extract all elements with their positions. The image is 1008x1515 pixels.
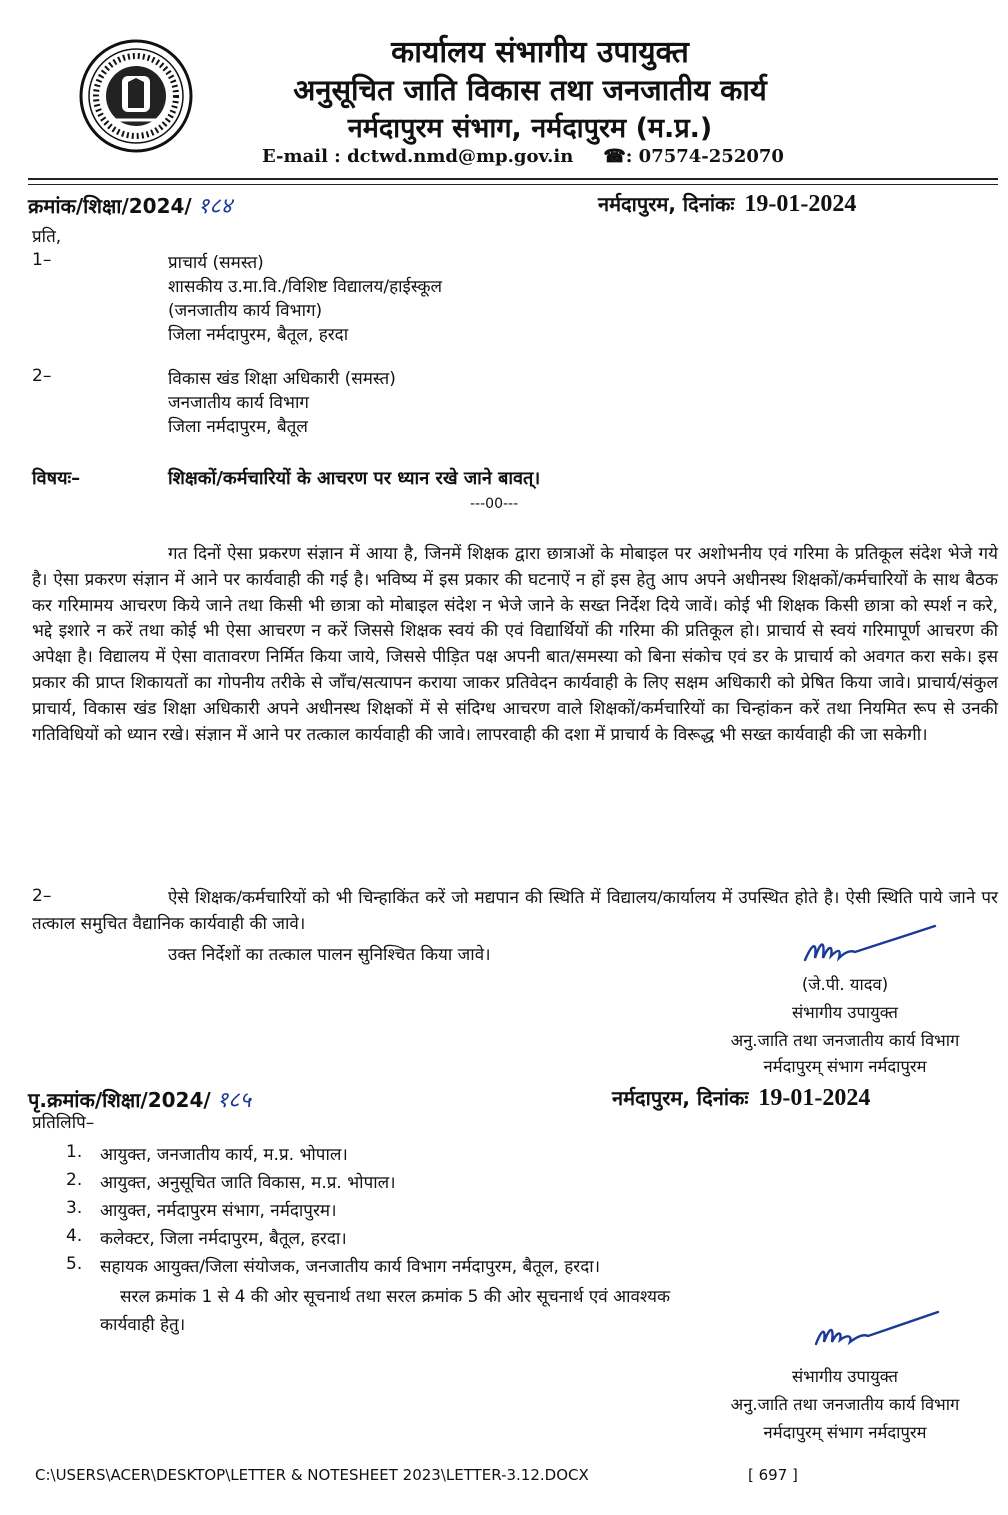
endorsement-reference-number: पृ.क्रमांक/शिक्षा/2024/ १८५ [28, 1088, 252, 1113]
copy-item-number: 4. [66, 1226, 83, 1246]
subject-text: शिक्षकों/कर्मचारियों के आचरण पर ध्यान रखे जाने बावत्। [168, 468, 541, 489]
copy-item-number: 3. [66, 1198, 83, 1218]
handwritten-ref: १८४ [197, 194, 233, 219]
signature-icon [795, 922, 945, 972]
to-label: प्रति, [32, 227, 62, 247]
recipient-line: जिला नर्मदापुरम, बैतूल [168, 417, 308, 437]
reference-number: क्रमांक/शिक्षा/2024/ १८४ [28, 194, 233, 219]
signatory-name: (जे.पी. यादव) [801, 975, 889, 994]
endorsement-signatory-designation: संभागीय उपायुक्त [792, 1367, 898, 1386]
copy-item: आयुक्त, नर्मदापुरम संभाग, नर्मदापुरम। [100, 1201, 337, 1221]
endorsement-date: 19-01-2024 [758, 1085, 871, 1111]
contact-line [262, 146, 784, 167]
copy-note: सरल क्रमांक 1 से 4 की ओर सूचनार्थ तथा सरल क्रमांक 5 की ओर सूचनार्थ एवं आवश्यक [120, 1287, 671, 1307]
signatory-department: अनु.जाति तथा जनजातीय कार्य विभाग [730, 1031, 960, 1050]
recipient-line: विकास खंड शिक्षा अधिकारी (समस्त) [168, 369, 396, 389]
copy-item-number: 5. [66, 1254, 83, 1274]
recipient-line: प्राचार्य (समस्त) [168, 253, 264, 273]
recipient-number: 2– [32, 366, 52, 386]
endorsement-place-date: नर्मदापुरम, दिनांकः 19-01-2024 [612, 1085, 871, 1111]
recipient-line: जिला नर्मदापुरम, बैतूल, हरदा [168, 325, 349, 345]
copy-item: आयुक्त, जनजातीय कार्य, म.प्र. भोपाल। [100, 1145, 348, 1165]
file-path: C:\USERS\ACER\DESKTOP\LETTER & NOTESHEET 2023\LETTER-3.12.DOCX [35, 1466, 589, 1484]
government-seal-icon [78, 38, 194, 154]
page-reference: [ 697 ] [748, 1466, 798, 1484]
letter-date: 19-01-2024 [744, 191, 857, 217]
copy-item-number: 1. [66, 1142, 83, 1162]
header-divider-thin [28, 184, 998, 185]
recipient-line: शासकीय उ.मा.वि./विशिष्ट विद्यालय/हाईस्कूल [168, 277, 443, 297]
body-paragraph-3: उक्त निर्देशों का तत्काल पालन सुनिश्चित किया जावे। [168, 945, 491, 965]
copy-note-continued: कार्यवाही हेतु। [100, 1315, 186, 1335]
department-heading: अनुसूचित जाति विकास तथा जनजातीय कार्य [293, 73, 767, 107]
phone-text: ☎: 07574-252070 [603, 146, 784, 167]
signatory-office: नर्मदापुरम् संभाग नर्मदापुरम [763, 1057, 927, 1076]
place-date: नर्मदापुरम, दिनांकः 19-01-2024 [598, 191, 857, 217]
endorsement-signatory-office: नर्मदापुरम् संभाग नर्मदापुरम [763, 1423, 927, 1442]
body-paragraph-1: गत दिनों ऐसा प्रकरण संज्ञान में आया है, जिनमें शिक्षक द्वारा छात्राओं के मोबाइल पर अशोभनीय एवं गरिमा के प्रतिकूल संदेश भेजे गये है। ऐसा प्रकरण संज्ञान में आने पर कार्यवाही की गई है। भविष्य में इस प्रकार की घटनाऐं न हों इस हेतु आप अपने अधीनस्थ शिक्षकों/कर्मचारियों के साथ बैठक कर गरिमामय आचरण किये जाने तथा किसी भी छात्रा को मोबाइल संदेश न भेजे जाने के सख्त निर्देश दिये जावें। कोई भी शिक्षक किसी छात्रा को स्पर्श न करे, भद्दे इशारे न करें तथा कोई भी ऐसा आचरण न करें जिससे शिक्षक स्वयं की एवं विद्यार्थियों की गरिमा की प्रतिकूल हो। प्राचार्य से स्वयं गरिमापूर्ण आचरण की अपेक्षा है। विद्यालय में ऐसा वातावरण निर्मित किया जाये, जिससे पीड़ित पक्ष अपनी बात/समस्या को बिना संकोच एवं डर के प्राचार्य को अवगत करा सके। इस प्रकार की प्राप्त शिकायतों का गोपनीय तरीके से जाँच/सत्यापन कराया जाकर प्रतिवेदन कार्यवाही के लिए सक्षम अधिकारी को प्रेषित किया जावे। प्राचार्य/संकुल प्राचार्य, विकास खंड शिक्षा अधिकारी अपने अधीनस्थ शिक्षकों में से संदिग्ध आचरण वाले शिक्षकों/कर्मचारियों का चिन्हांकन करें तथा नियमित रूप से उनकी गतिविधियों को ध्यान रखे। संज्ञान में आने पर तत्काल कार्यवाही की जावे। लापरवाही की दशा में प्राचार्य के विरूद्ध भी सख्त कार्यवाही की जा सकेगी। [32, 544, 999, 745]
header-divider [28, 178, 998, 180]
office-heading: कार्यालय संभागीय उपायुक्त [391, 35, 689, 70]
copy-item: कलेक्टर, जिला नर्मदापुरम, बैतूल, हरदा। [100, 1229, 347, 1249]
copy-to-label: प्रतिलिपि– [32, 1113, 95, 1133]
paragraph-number: 2– [32, 886, 52, 906]
copy-item: सहायक आयुक्त/जिला संयोजक, जनजातीय कार्य विभाग नर्मदापुरम, बैतूल, हरदा। [100, 1257, 601, 1277]
recipient-number: 1– [32, 250, 52, 270]
recipient-line: जनजातीय कार्य विभाग [168, 393, 309, 413]
copy-item: आयुक्त, अनुसूचित जाति विकास, म.प्र. भोपाल। [100, 1173, 396, 1193]
signature-icon [808, 1308, 948, 1354]
signatory-designation: संभागीय उपायुक्त [792, 1003, 898, 1022]
handwritten-ref: १८५ [216, 1088, 252, 1113]
separator: ---00--- [470, 496, 519, 512]
subject-label: विषयः– [32, 468, 81, 489]
copy-item-number: 2. [66, 1170, 83, 1190]
body-paragraph-2: ऐसे शिक्षक/कर्मचारियों को भी चिन्हाकिंत करें जो मद्यपान की स्थिति में विद्यालय/कार्यालय में उपस्थित होते है। ऐसी स्थिति पाये जाने पर तत्काल समुचित वैद्यानिक कार्यवाही की जावे। [32, 888, 998, 934]
recipient-line: (जनजातीय कार्य विभाग) [168, 301, 323, 321]
division-heading: नर्मदापुरम संभाग, नर्मदापुरम (म.प्र.) [347, 113, 713, 144]
email-text: E-mail : dctwd.nmd@mp.gov.in [262, 146, 574, 167]
endorsement-signatory-department: अनु.जाति तथा जनजातीय कार्य विभाग [730, 1395, 960, 1414]
